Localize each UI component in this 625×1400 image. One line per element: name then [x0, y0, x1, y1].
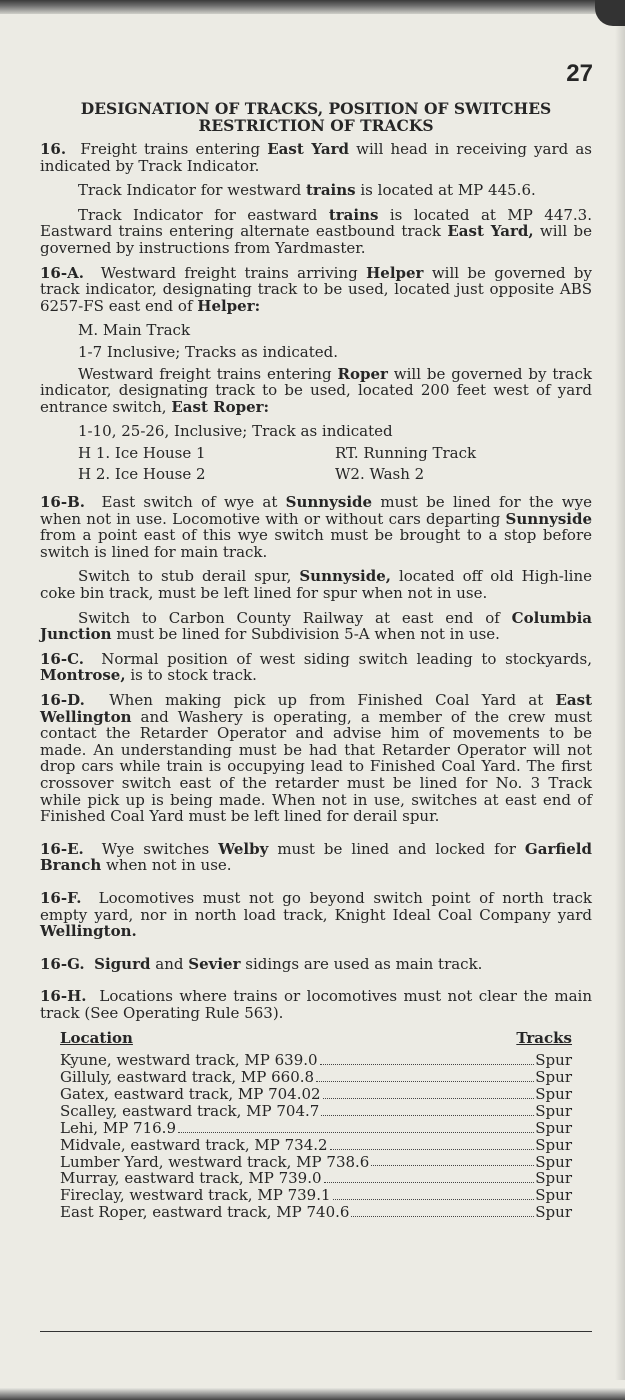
page-right-edge: [615, 20, 625, 1380]
dot-leader: [371, 1154, 534, 1167]
place-name: Sunnyside: [285, 493, 373, 512]
text: When making pick up from Finished Coal Yard at: [109, 691, 556, 710]
track-list-item: M. Main Track: [78, 321, 191, 340]
place-name: East Yard: [267, 140, 350, 158]
place-name: Welby: [218, 839, 269, 858]
table-cell: [60, 1137, 572, 1154]
table-cell: [60, 1154, 572, 1171]
rule-16b-para-3: [40, 610, 592, 643]
text: sidings are used as main track.: [240, 954, 483, 973]
dot-leader: [323, 1086, 535, 1099]
track-type: Spur: [535, 1118, 572, 1137]
text: East switch of wye at: [101, 493, 286, 512]
track-type: Spur: [535, 1203, 572, 1222]
rule-label: 16-B.: [40, 493, 85, 512]
location-name: Midvale, eastward track, MP 734.2: [60, 1135, 328, 1154]
location-name: Kyune, westward track, MP 639.0: [60, 1051, 318, 1070]
rule-16-para-3: [40, 207, 592, 257]
rule-16c-para: [40, 651, 592, 684]
table-row: [60, 1187, 572, 1204]
dot-leader: [320, 1052, 535, 1065]
track-list-item: RT. Running Track: [335, 443, 477, 462]
track-list-item: W2. Wash 2: [335, 464, 425, 483]
dot-leader: [324, 1170, 535, 1183]
track-type: Spur: [535, 1051, 572, 1070]
track-list-item: 1-7 Inclusive; Tracks as indicated.: [78, 342, 338, 361]
text: Locations where trains or locomotives must not clear the main track (See Operating Rule 563).: [40, 987, 592, 1022]
track-type: Spur: [535, 1186, 572, 1205]
track-list-row: [78, 466, 592, 483]
column-header-location: Location: [60, 1028, 133, 1047]
rule-16h-para: [40, 988, 592, 1021]
text: is to stock track.: [125, 666, 257, 685]
dot-leader: [321, 1103, 534, 1116]
rule-16b-para-1: [40, 494, 592, 560]
rule-label: 16-G.: [40, 954, 85, 973]
place-name: Wellington.: [40, 922, 137, 941]
track-type: Spur: [535, 1135, 572, 1154]
text: Switch to Carbon County Railway at east end of: [78, 608, 512, 627]
place-name: Helper:: [197, 296, 261, 315]
text: Freight trains entering: [80, 140, 268, 158]
emphasis: trains: [328, 205, 379, 224]
place-name: Montrose,: [40, 666, 126, 685]
table-cell: [60, 1170, 572, 1187]
rule-16g-para: [40, 956, 592, 973]
table-row: [60, 1204, 572, 1221]
column-header-tracks: Tracks: [516, 1028, 572, 1047]
text: Switch to stub derail spur,: [78, 567, 300, 586]
text: and Washery is operating, a member of the crew must contact the Retarder Operator and advise him of movements to be made. An understanding must be had that Retarder Operator will not drop cars while train is occupying lead to Finished Coal Yard. The first crossover switch east of the retarder must be lined for No. 3 Track while pick up is being made. When not in use, switches at east end of Finished Coal Yard must be left lined for derail spur.: [40, 707, 592, 826]
rule-16-para-1: [40, 141, 592, 174]
track-list-row: [78, 445, 592, 462]
rule-16f-para: [40, 890, 592, 940]
section-heading: [40, 100, 592, 134]
heading-line-1: DESIGNATION OF TRACKS, POSITION OF SWITCHES: [80, 99, 552, 118]
table-cell: [60, 1069, 572, 1086]
location-name: Gilluly, eastward track, MP 660.8: [60, 1068, 315, 1087]
text: must be lined for Subdivision 5-A when not in use.: [111, 625, 500, 644]
table-cell: [60, 1103, 572, 1120]
text: will be governed by track indicator, designating track to be used, located just opposite ABS 6257-FS east end of: [40, 263, 592, 315]
text: is located at MP 445.6.: [355, 181, 536, 200]
track-list-item: H 1. Ice House 1: [78, 443, 206, 462]
text: must be lined and locked for: [268, 839, 525, 858]
text: is located at MP 447.3. Eastward trains entering alternate eastbound track: [40, 205, 592, 241]
table-row: [60, 1120, 572, 1137]
location-name: Lehi, MP 716.9: [60, 1118, 176, 1137]
track-list-item: 1-10, 25-26, Inclusive; Track as indicated: [78, 422, 393, 441]
location-name: Scalley, eastward track, MP 704.7: [60, 1101, 320, 1120]
location-name: East Roper, eastward track, MP 740.6: [60, 1203, 350, 1222]
text: from a point east of this wye switch must be brought to a stop before switch is lined for main track.: [40, 526, 592, 561]
table-header-row: [60, 1030, 572, 1053]
text: Wye switches: [101, 839, 219, 858]
location-name: Murray, eastward track, MP 739.0: [60, 1169, 322, 1188]
table-cell: [60, 1052, 572, 1069]
dot-leader: [351, 1204, 534, 1217]
text: Track Indicator for eastward: [78, 205, 329, 224]
page-number: 27: [566, 60, 593, 87]
place-name: Garfield Branch: [40, 839, 592, 875]
rule-label: 16.: [40, 140, 67, 158]
text: located off old High-line coke bin track, must be left lined for spur when not in use.: [40, 567, 593, 603]
table-row: [60, 1170, 572, 1187]
page-bottom-edge: [0, 1388, 625, 1400]
track-type: Spur: [535, 1101, 572, 1120]
emphasis: trains: [306, 181, 356, 200]
table-body: [60, 1052, 572, 1221]
place-name: East Roper:: [171, 397, 270, 416]
rule-label: 16-C.: [40, 649, 84, 668]
rule-label: 16-A.: [40, 263, 84, 282]
place-name: Sunnyside: [505, 509, 592, 528]
dot-leader: [333, 1187, 535, 1200]
location-table: [60, 1030, 572, 1222]
dot-leader: [330, 1137, 535, 1150]
place-name: Sevier: [188, 954, 241, 973]
rule-16a-para-1: [40, 265, 592, 315]
rule-16a-para-2: [40, 366, 592, 416]
rule-16e-para: [40, 841, 592, 874]
text: must be lined for the wye when not in use. Locomotive with or without cars departing: [40, 493, 592, 528]
place-name: Columbia Junction: [40, 608, 592, 644]
rule-label: 16-D.: [40, 691, 85, 710]
place-name: East Wellington: [40, 691, 592, 726]
track-list-item: H 2. Ice House 2: [78, 464, 206, 483]
text: and: [150, 954, 189, 973]
table-cell: [60, 1086, 572, 1103]
track-type: Spur: [535, 1152, 572, 1171]
table-row: [60, 1069, 572, 1086]
table-cell: [60, 1204, 572, 1221]
track-type: Spur: [535, 1169, 572, 1188]
table-row: [60, 1052, 572, 1069]
dot-leader: [316, 1069, 534, 1082]
place-name: Helper: [366, 263, 424, 282]
place-name: Sigurd: [94, 954, 151, 973]
heading-line-2: RESTRICTION OF TRACKS: [198, 116, 434, 135]
text: Westward freight trains entering: [78, 364, 338, 383]
track-type: Spur: [535, 1084, 572, 1103]
table-cell: [60, 1187, 572, 1204]
table-row: [60, 1103, 572, 1120]
bottom-rule: [40, 1331, 592, 1332]
location-name: Gatex, eastward track, MP 704.02: [60, 1084, 321, 1103]
text: Locomotives must not go beyond switch point of north track empty yard, nor in north load track, Knight Ideal Coal Company yard: [40, 888, 592, 924]
dot-leader: [178, 1120, 534, 1133]
place-name: Sunnyside,: [299, 567, 391, 586]
text: Westward freight trains arriving: [100, 263, 367, 282]
page-content: [40, 100, 592, 1221]
text: will be governed by track indicator, designating track to be used, located 200 feet west of yard entrance switch,: [40, 364, 592, 416]
text: Normal position of west siding switch leading to stockyards,: [101, 649, 592, 668]
rule-16-para-2: [40, 182, 592, 199]
rule-label: 16-F.: [40, 888, 82, 907]
text: when not in use.: [101, 856, 232, 875]
text: will be governed by instructions from Yardmaster.: [40, 222, 593, 257]
table-row: [60, 1154, 572, 1171]
text: Track Indicator for westward: [78, 181, 306, 200]
table-cell: [60, 1120, 572, 1137]
rule-16b-para-2: [40, 568, 592, 601]
page-top-edge: [0, 0, 625, 14]
place-name: East Yard,: [447, 222, 534, 241]
location-name: Fireclay, westward track, MP 739.1: [60, 1186, 331, 1205]
rule-label: 16-E.: [40, 839, 84, 858]
rule-16d-para: [40, 692, 592, 825]
rule-label: 16-H.: [40, 987, 87, 1006]
table-row: [60, 1086, 572, 1103]
text: will head in receiving yard as indicated by Track Indicator.: [40, 140, 593, 175]
location-name: Lumber Yard, westward track, MP 738.6: [60, 1152, 370, 1171]
table-row: [60, 1137, 572, 1154]
track-type: Spur: [535, 1068, 572, 1087]
place-name: Roper: [337, 364, 388, 383]
